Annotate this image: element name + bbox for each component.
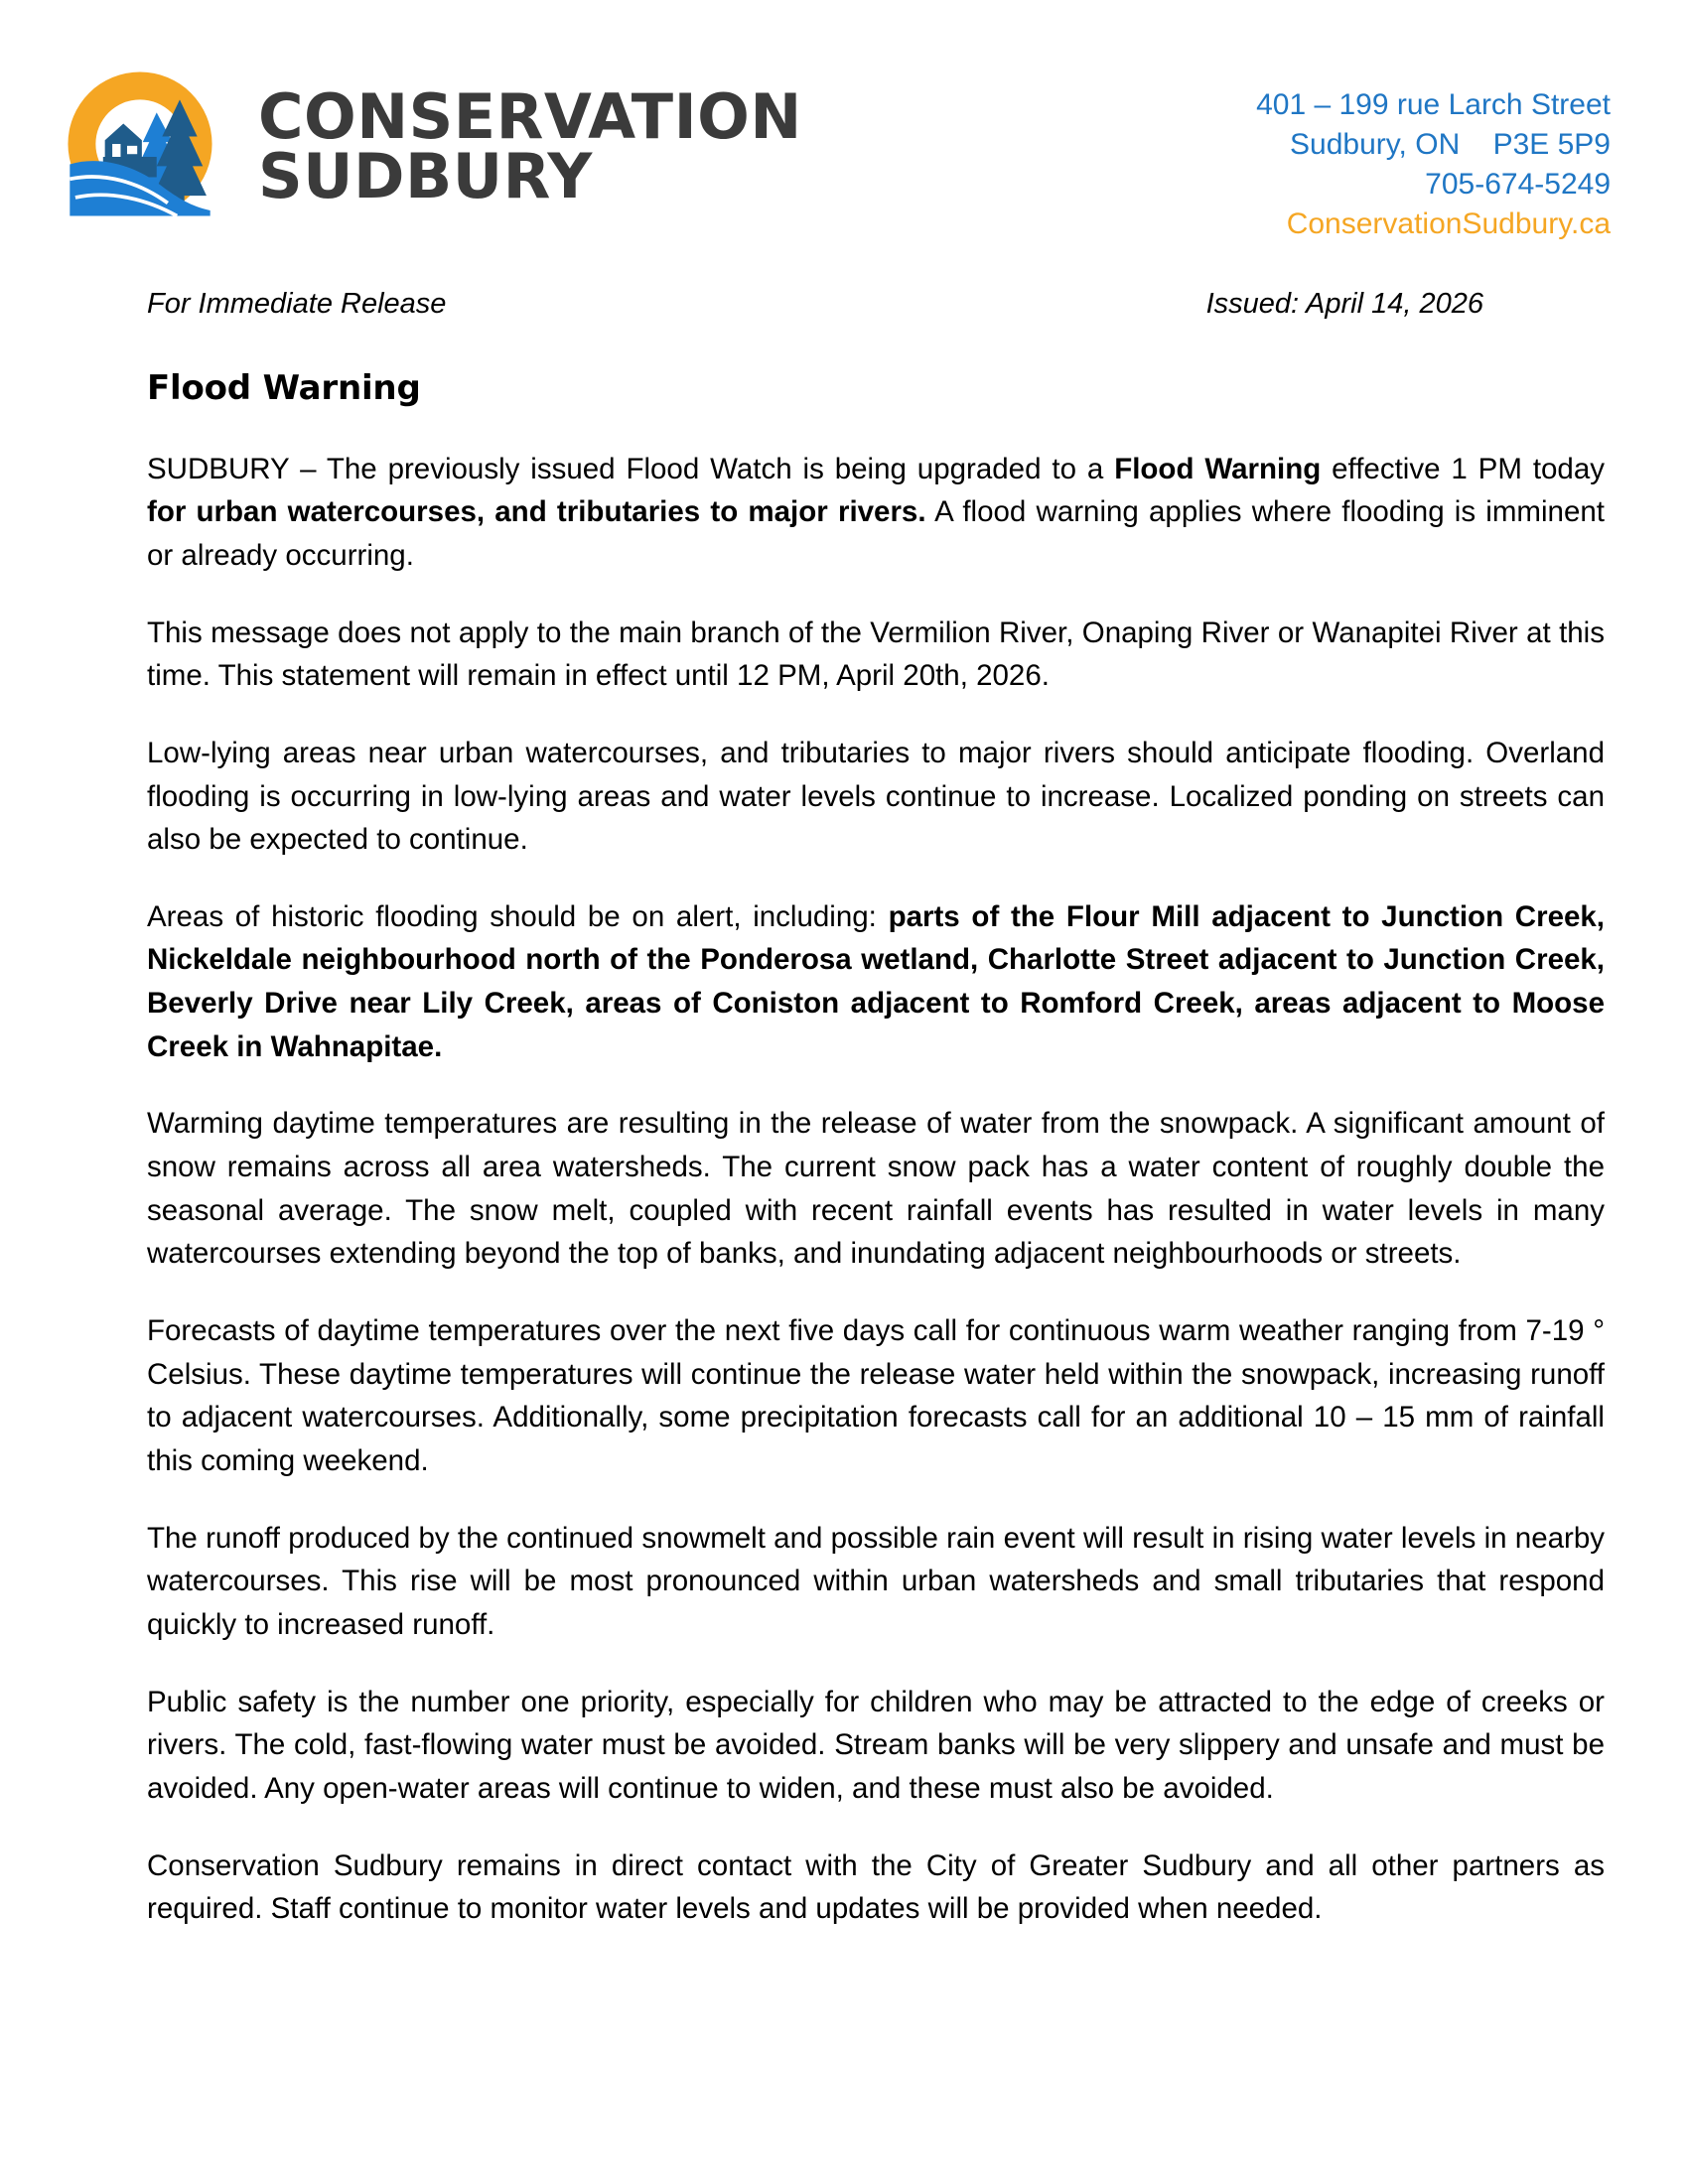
issued-date: Issued: April 14, 2026 <box>1205 287 1483 320</box>
document-header <box>0 0 1688 244</box>
conservation-sudbury-logo-icon <box>48 52 232 236</box>
paragraph-1-part-a: SUDBURY – The previously issued Flood Watch is being upgraded to a <box>147 452 1115 485</box>
contact-address-line-1: 401 – 199 rue Larch Street <box>1256 88 1611 121</box>
paragraph-4-bold-historic-areas: parts of the Flour Mill adjacent to Junction Creek, Nickeldale neighbourhood north of the Ponderosa wetland, Charlotte Street adjacent to Junction Creek, Beverly Drive near Lily Creek, areas of Coniston adjacent to Romford Creek, areas adjacent to Moose Creek in Wahnapitae. <box>147 899 1605 1063</box>
paragraph-1-part-d: A flood warning applies where flooding is imminent or already occurring. <box>147 495 1605 572</box>
paragraph-5: Warming daytime temperatures are resulting in the release of water from the snowpack. A significant amount of snow remains across all area watersheds. The current snow pack has a water content of roughly double the seasonal average. The snow melt, coupled with recent rainfall events has resulted in water levels in many watercourses extending beyond the top of banks, and inundating adjacent neighbourhoods or streets. <box>147 1107 1605 1271</box>
paragraph-9: Conservation Sudbury remains in direct contact with the City of Greater Sudbury and all other partners as required. Staff continue to monitor water levels and updates will be provided when needed. <box>147 1848 1605 1926</box>
paragraph-1-part-c: effective 1 PM today <box>1321 452 1605 485</box>
wordmark-line-2: SUDBURY <box>258 140 593 212</box>
contact-phone: 705-674-5249 <box>1425 167 1611 201</box>
release-meta-row <box>147 288 1611 321</box>
contact-website-link[interactable]: ConservationSudbury.ca <box>1286 206 1611 240</box>
contact-block <box>1256 52 1611 244</box>
page-title: Flood Warning <box>147 367 421 408</box>
paragraph-1-bold-flood-warning: Flood Warning <box>1114 452 1322 485</box>
organization-branding <box>48 52 802 236</box>
organization-wordmark <box>258 80 802 212</box>
paragraph-1 <box>147 448 1611 578</box>
paragraph-4 <box>147 895 1611 1069</box>
paragraph-7: The runoff produced by the continued snowmelt and possible rain event will result in rising water levels in nearby watercourses. This rise will be most pronounced within urban watersheds and small tributaries that respond quickly to increased runoff. <box>147 1521 1605 1641</box>
document-body <box>0 288 1688 1931</box>
paragraph-4-part-a: Areas of historic flooding should be on alert, including: <box>147 899 889 933</box>
wordmark-line-1: CONSERVATION <box>258 80 802 154</box>
paragraph-8: Public safety is the number one priority, especially for children who may be attracted to the edge of creeks or rivers. The cold, fast-flowing water must be avoided. Stream banks will be very slippery and unsafe and must be avoided. Any open-water areas will continue to widen, and these must also be avoided. <box>147 1685 1605 1805</box>
paragraph-2: This message does not apply to the main branch of the Vermilion River, Onaping River or Wanapitei River at this time. This statement will remain in effect until 12 PM, April 20th, 2026. <box>147 615 1605 693</box>
contact-address-line-2: Sudbury, ON P3E 5P9 <box>1290 127 1611 161</box>
release-note: For Immediate Release <box>147 287 447 320</box>
paragraph-6: Forecasts of daytime temperatures over the next five days call for continuous warm weather ranging from 7-19 ° Celsius. These daytime temperatures will continue the release water held within the snowpack, increasing runoff to adjacent watercourses. Additionally, some precipitation forecasts call for an additional 10 – 15 mm of rainfall this coming weekend. <box>147 1314 1605 1478</box>
paragraph-1-bold-scope: for urban watercourses, and tributaries to major rivers. <box>147 495 926 529</box>
paragraph-3: Low-lying areas near urban watercourses, and tributaries to major rivers should anticipate flooding. Overland flooding is occurring in low-lying areas and water levels continue to increase. Localized ponding on streets can also be expected to continue. <box>147 736 1605 857</box>
